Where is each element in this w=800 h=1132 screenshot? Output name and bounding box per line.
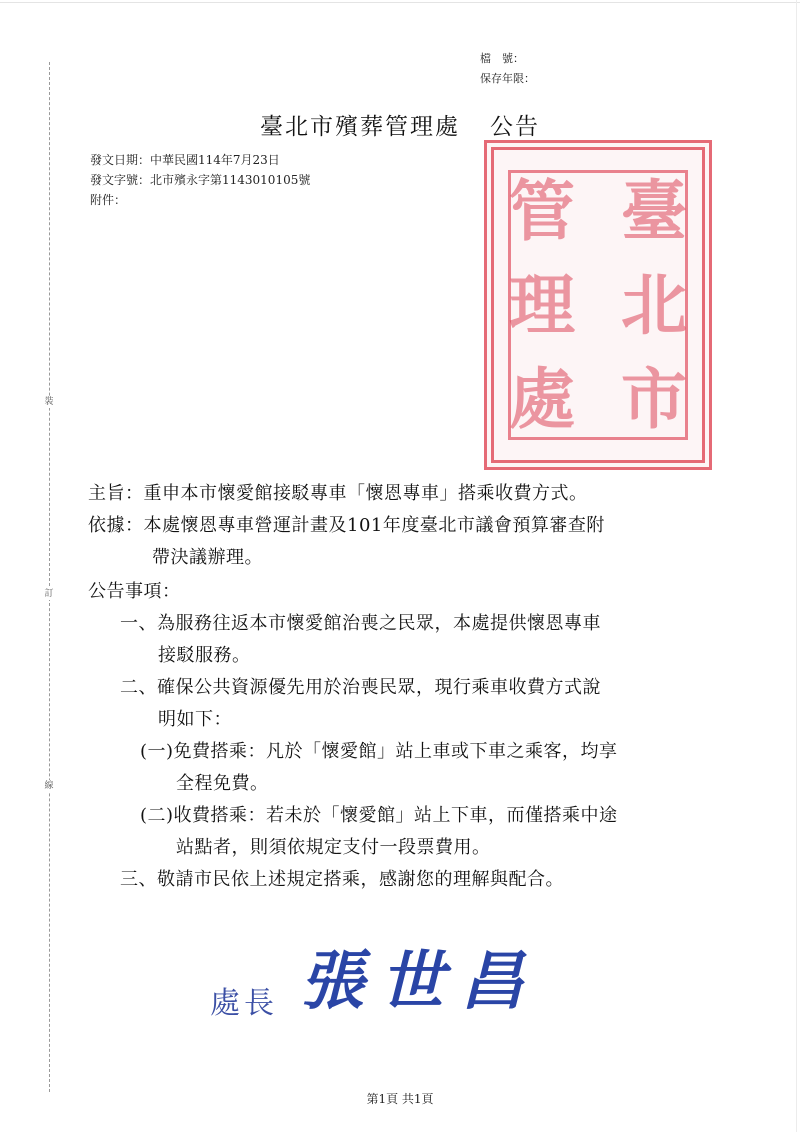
basis-line-2: 帶決議辦理。 <box>152 547 263 568</box>
agency-name: 臺北市殯葬管理處 <box>260 114 460 140</box>
binding-char-zhuang: 裝 <box>40 396 58 408</box>
item-3-line-1: 三、敬請市民依上述規定搭乘，感謝您的理解與配合。 <box>120 869 564 890</box>
seal-char: 北 <box>621 266 687 344</box>
binding-char-xian: 線 <box>40 780 58 792</box>
seal-column-left <box>502 164 582 446</box>
item-2b-line-1: (二)收費搭乘：若未於「懷愛館」站上下車，而僅搭乘中途 <box>140 805 618 826</box>
seal-char: 管 <box>509 172 575 250</box>
seal-char: 處 <box>509 360 575 438</box>
basis-line-1: 依據：本處懷恩專車營運計畫及101年度臺北市議會預算審查附 <box>88 515 605 536</box>
signature-title: 處長 <box>210 986 278 1021</box>
item-2-line-2: 明如下： <box>158 709 232 730</box>
item-2a-line-2: 全程免費。 <box>176 773 269 794</box>
item-2a-line-1: (一)免費搭乘：凡於「懷愛館」站上車或下車之乘客，均享 <box>140 741 618 762</box>
official-seal <box>484 140 712 470</box>
doc-type: 公告 <box>490 114 540 140</box>
item-1-line-2: 接駁服務。 <box>158 645 251 666</box>
binding-line <box>49 62 50 1092</box>
top-border <box>0 2 800 3</box>
binding-char-ding: 訂 <box>40 588 58 600</box>
subject-line: 主旨：重申本市懷愛館接駁專車「懷恩專車」搭乘收費方式。 <box>88 483 588 504</box>
seal-column-right <box>614 164 694 446</box>
issue-date: 發文日期：中華民國114年7月23日 <box>90 153 280 167</box>
signature-name: 張世昌 <box>300 944 540 1019</box>
items-heading: 公告事項： <box>88 581 181 602</box>
item-2-line-1: 二、確保公共資源優先用於治喪民眾，現行乘車收費方式說 <box>120 677 601 698</box>
archive-no-label: 檔 號： <box>480 52 524 65</box>
item-2b-line-2: 站點者，則須依規定支付一段票費用。 <box>176 837 491 858</box>
item-1-line-1: 一、為服務往返本市懷愛館治喪之民眾，本處提供懷恩專車 <box>120 613 601 634</box>
seal-char: 理 <box>509 266 575 344</box>
right-border <box>796 0 797 1132</box>
page-footer: 第1頁 共1頁 <box>366 1092 434 1106</box>
doc-number: 發文字號：北市殯永字第1143010105號 <box>90 173 311 187</box>
page-title <box>0 108 800 141</box>
signature-block <box>210 930 540 1022</box>
seal-char: 市 <box>621 360 687 438</box>
seal-char: 臺 <box>621 172 687 250</box>
attachment-label: 附件： <box>90 193 127 207</box>
retention-label: 保存年限： <box>480 72 535 85</box>
